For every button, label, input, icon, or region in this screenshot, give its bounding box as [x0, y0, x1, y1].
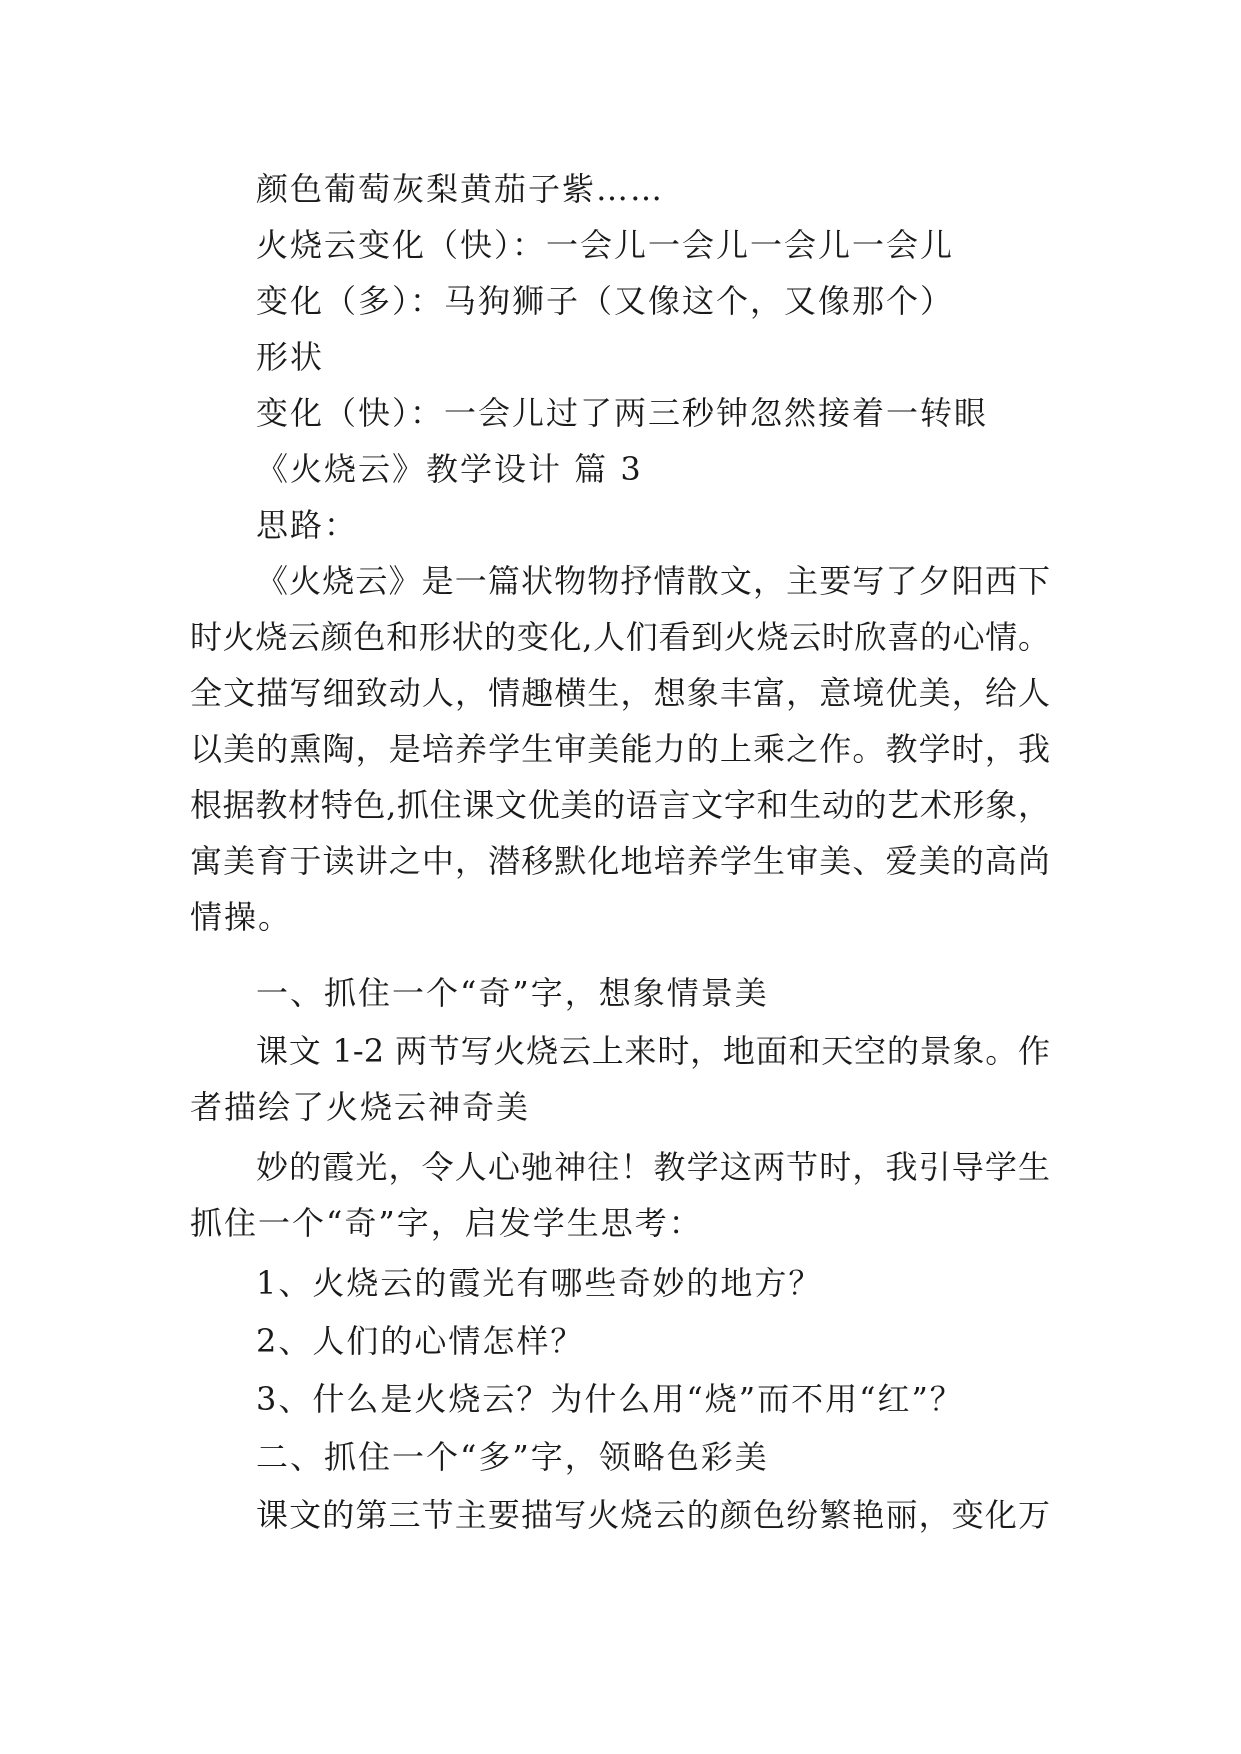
- paragraph-line: 寓美育于读讲之中，潜移默化地培养学生审美、爱美的高尚: [190, 842, 1050, 880]
- paragraph-line: 根据教材特色,抓住课文优美的语言文字和生动的艺术形象，: [190, 786, 1050, 824]
- text-line: 形状: [256, 338, 325, 376]
- section-heading: 《火烧云》教学设计 篇 3: [256, 450, 643, 488]
- list-item: 2、人们的心情怎样？: [256, 1322, 585, 1360]
- paragraph-line: 妙的霞光，令人心驰神往！教学这两节时，我引导学生: [256, 1148, 1050, 1186]
- paragraph-line: 者描绘了火烧云神奇美: [190, 1088, 531, 1126]
- text-line: 火烧云变化（快）：一会儿一会儿一会儿一会儿: [256, 226, 955, 264]
- list-item: 3、什么是火烧云？为什么用“烧”而不用“红”？: [256, 1380, 964, 1418]
- text-line: 思路：: [256, 506, 359, 544]
- section-heading: 二、抓住一个“多”字，领略色彩美: [256, 1438, 769, 1476]
- paragraph-line: 情操。: [190, 898, 293, 936]
- text-line: 变化（多）：马狗狮子（又像这个，又像那个）: [256, 282, 955, 320]
- paragraph-line: 《火烧云》是一篇状物物抒情散文，主要写了夕阳西下: [256, 562, 1050, 600]
- paragraph-line: 时火烧云颜色和形状的变化,人们看到火烧云时欣喜的心情。: [190, 618, 1050, 656]
- paragraph-line: 抓住一个“奇”字，启发学生思考：: [190, 1204, 703, 1242]
- list-item: 1、火烧云的霞光有哪些奇妙的地方？: [256, 1264, 823, 1302]
- paragraph-line: 以美的熏陶，是培养学生审美能力的上乘之作。教学时，我: [190, 730, 1050, 768]
- paragraph-line: 课文的第三节主要描写火烧云的颜色纷繁艳丽，变化万: [256, 1496, 1050, 1534]
- section-heading: 一、抓住一个“奇”字，想象情景美: [256, 974, 769, 1012]
- paragraph-line: 课文 1-2 两节写火烧云上来时，地面和天空的景象。作: [256, 1032, 1050, 1070]
- paragraph-line: 全文描写细致动人，情趣横生，想象丰富，意境优美，给人: [190, 674, 1050, 712]
- text-line: 变化（快）：一会儿过了两三秒钟忽然接着一转眼: [256, 394, 989, 432]
- text-line: 颜色葡萄灰梨黄茄子紫……: [256, 170, 665, 208]
